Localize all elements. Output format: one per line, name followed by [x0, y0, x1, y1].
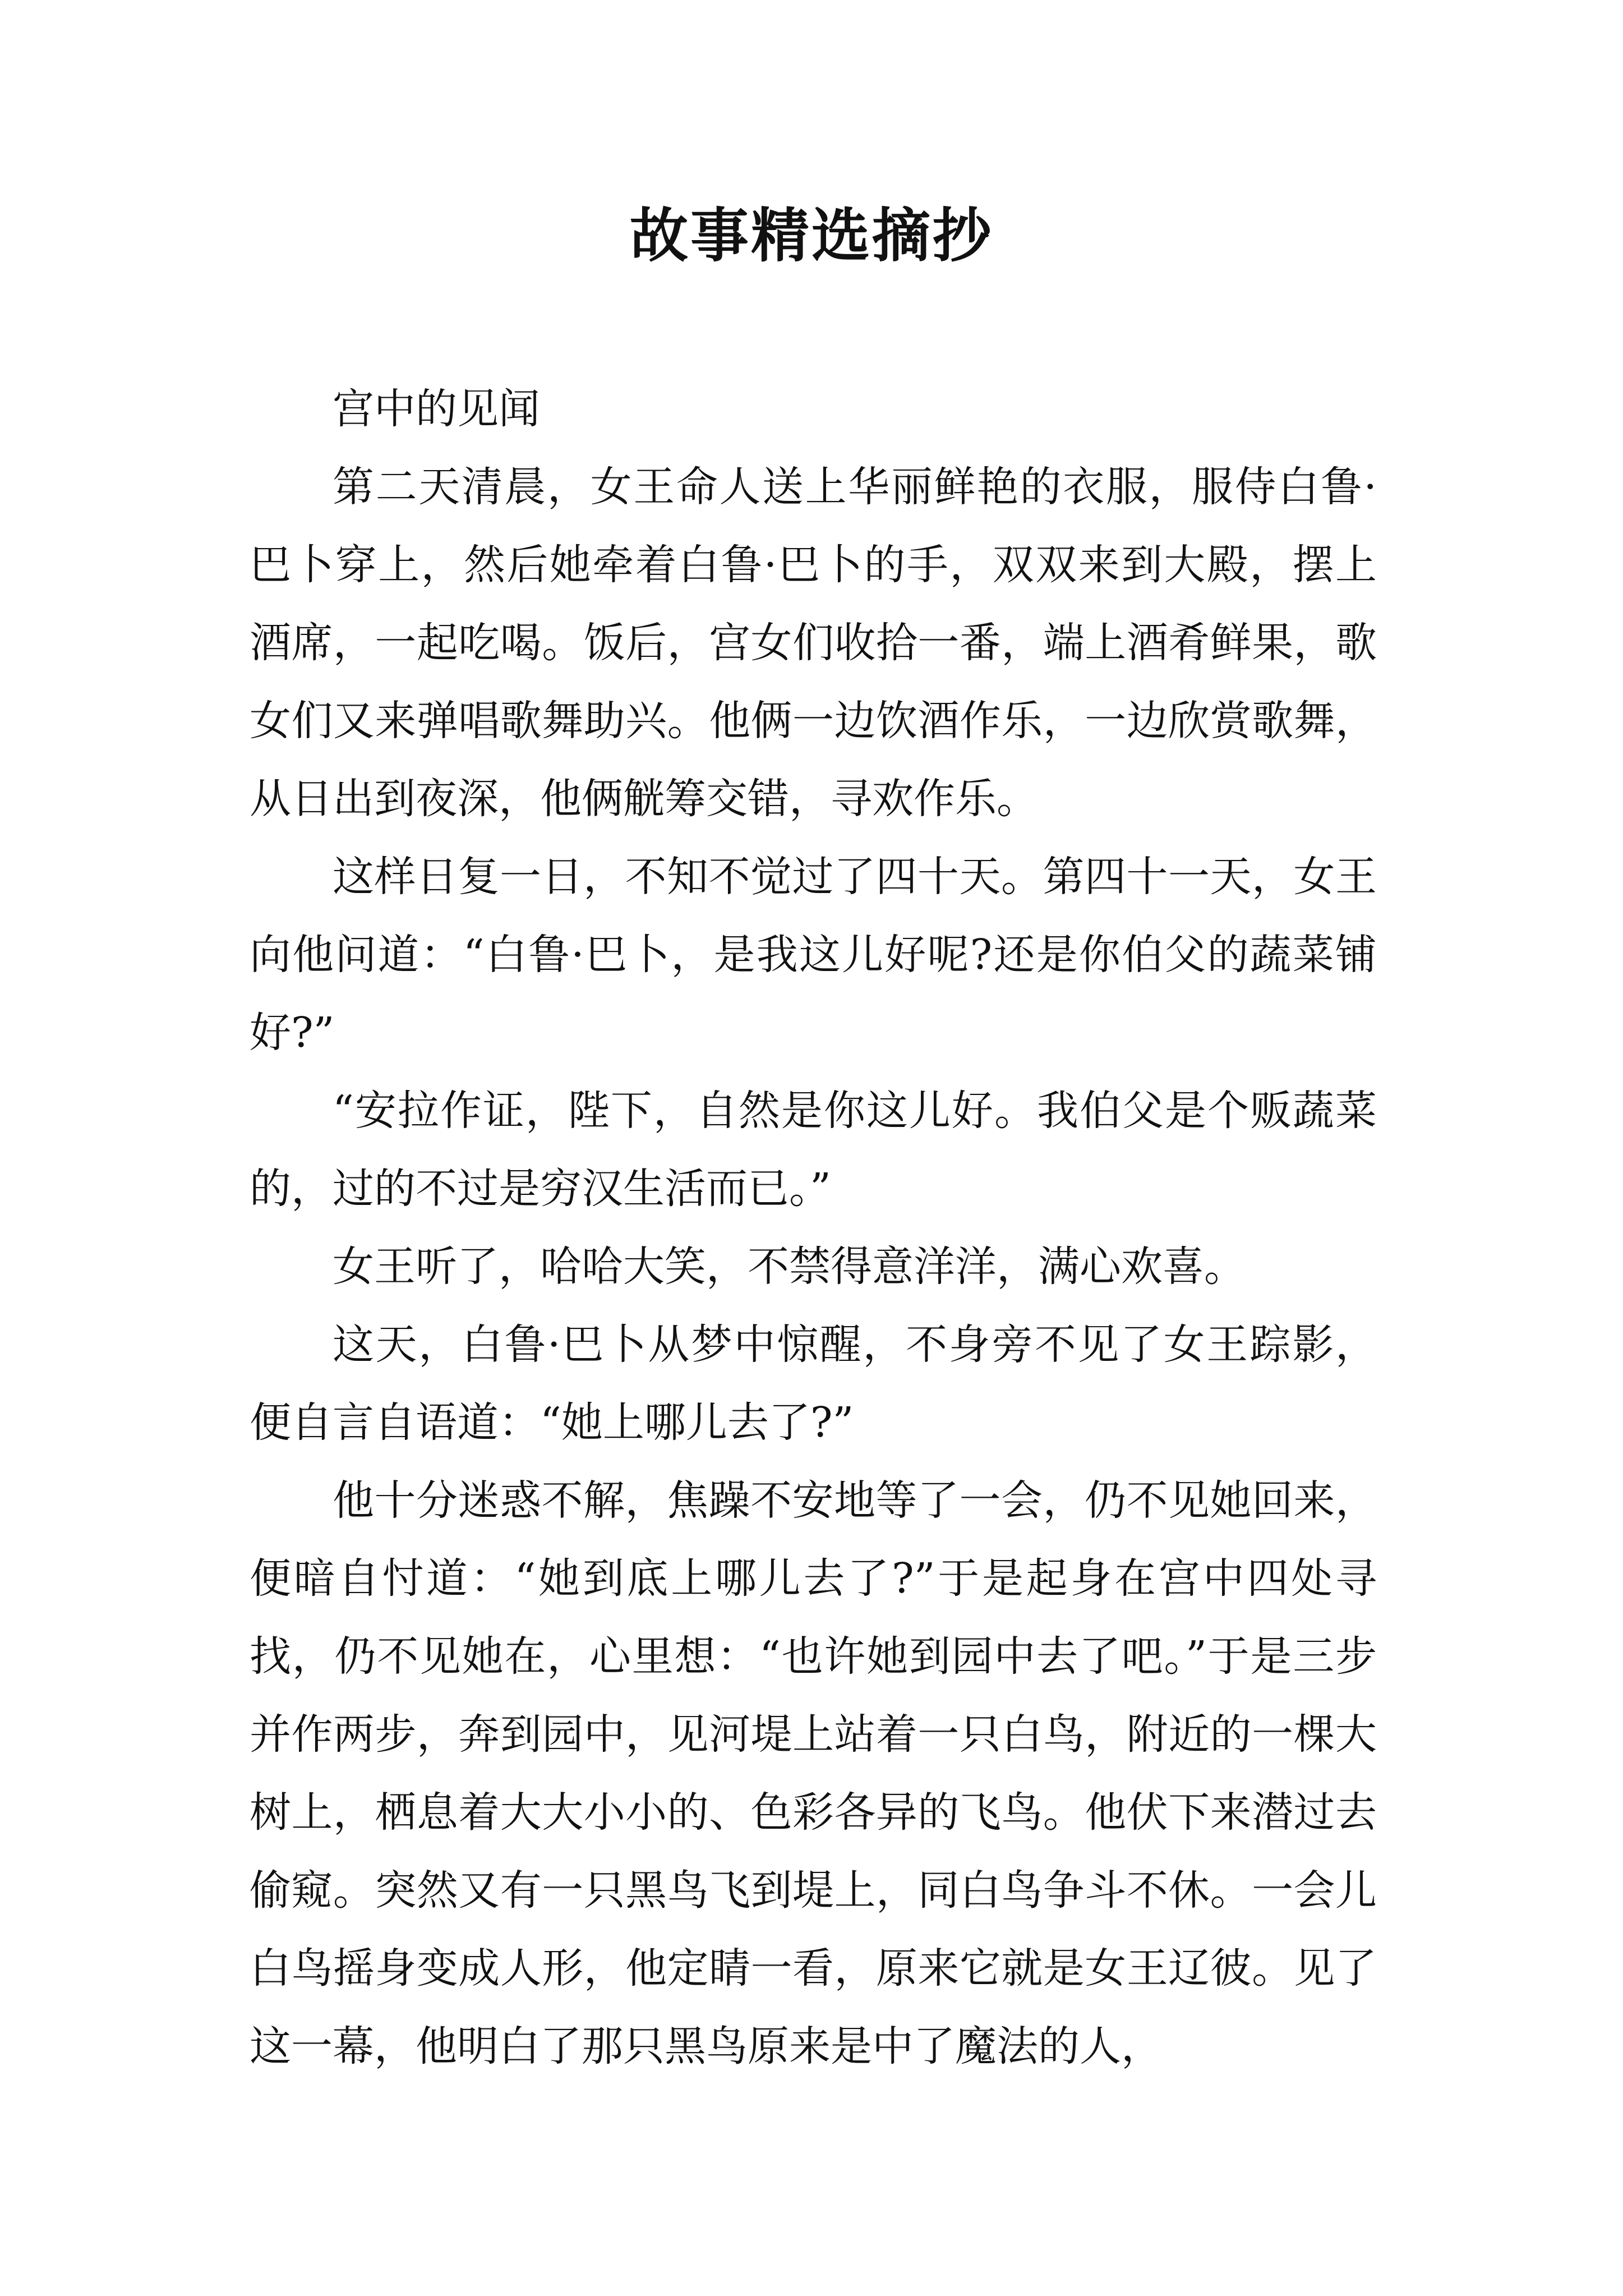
paragraph: 第二天清晨，女王命人送上华丽鲜艳的衣服，服侍白鲁·巴卜穿上，然后她牵着白鲁·巴卜的手，双双来到大殿，摆上酒席，一起吃喝。饭后，宫女们收拾一番，端上酒肴鲜果，歌女们又来弹唱歌舞助兴。他俩一边饮酒作乐，一边欣赏歌舞，从日出到夜深，他俩觥筹交错，寻欢作乐。 — [250, 463, 1377, 823]
paragraph: 这天，白鲁·巴卜从梦中惊醒，不身旁不见了女王踪影，便自言自语道：“她上哪儿去了?” — [250, 1320, 1377, 1447]
paragraph: 女王听了，哈哈大笑，不禁得意洋洋，满心欢喜。 — [333, 1243, 1246, 1291]
document-title: 故事精选摘抄 — [629, 201, 993, 270]
paragraph: “安拉作证，陛下，自然是你这儿好。我伯父是个贩蔬菜的，过的不过是穷汉生活而已。” — [250, 1087, 1377, 1213]
paragraph: 这样日复一日，不知不觉过了四十天。第四十一天，女王向他问道：“白鲁·巴卜，是我这儿好呢?还是你伯父的蔬菜铺好?” — [250, 853, 1377, 1057]
document-body — [250, 370, 1377, 2086]
section-heading: 宫中的见闻 — [333, 385, 540, 433]
paragraph: 他十分迷惑不解，焦躁不安地等了一会，仍不见她回来，便暗自忖道：“她到底上哪儿去了?”于是起身在宫中四处寻找，仍不见她在，心里想：“也许她到园中去了吧。”于是三步并作两步，奔到园中，见河堤上站着一只白鸟，附近的一棵大树上，栖息着大大小小的、色彩各异的飞鸟。他伏下来潜过去偷窥。突然又有一只黑鸟飞到堤上，同白鸟争斗不休。一会儿白鸟摇身变成人形，他定睛一看，原来它就是女王辽彼。见了这一幕，他明白了那只黑鸟原来是中了魔法的人， — [250, 1476, 1377, 2070]
